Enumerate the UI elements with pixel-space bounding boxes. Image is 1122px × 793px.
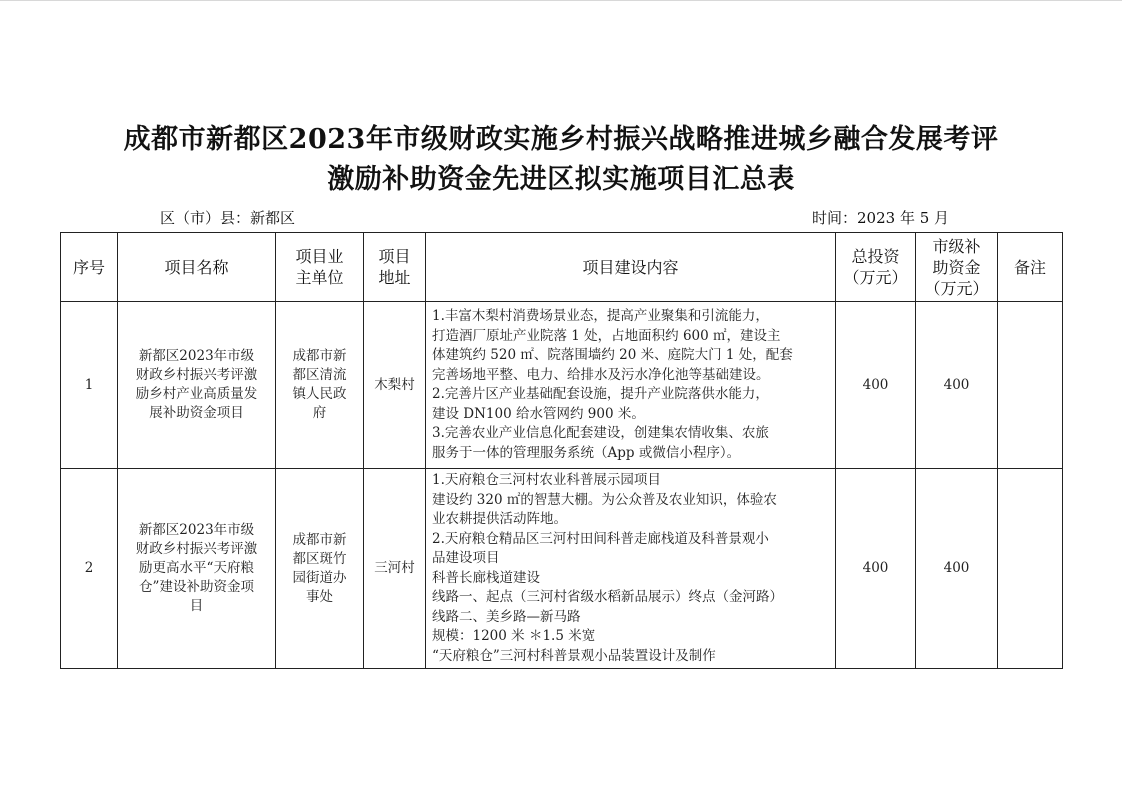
header-owner: 项目业 主单位 (276, 233, 364, 302)
cell-owner: 成都市新 都区清流 镇人民政 府 (276, 302, 364, 469)
cell-content: 1.天府粮仓三河村农业科普展示园项目 建设约 320 ㎡的智慧大棚。为公众普及农业知识，体验农 业农耕提供活动阵地。 2.天府粮仓精品区三河村田间科普走廊栈道及科普景观小 品建设项目 科普长廊栈道建设 线路一、起点（三河村省级水稻新品展示）终点（金河路） 线路二、美乡路—新马路 规模：1200 米 ＊1.5 米宽 “天府粮仓”三河村科普景观小品装置设计及制作 (426, 469, 836, 669)
header-total: 总投资 （万元） (836, 233, 916, 302)
cell-location: 木梨村 (364, 302, 426, 469)
cell-project-name: 新都区2023年市级 财政乡村振兴考评激 励更高水平“天府粮 仓”建设补助资金项 目 (118, 469, 276, 669)
cell-remark (998, 469, 1063, 669)
header-remark: 备注 (998, 233, 1063, 302)
cell-remark (998, 302, 1063, 469)
date-label: 时间：2023 年 5 月 (812, 209, 950, 227)
cell-total: 400 (836, 469, 916, 669)
cell-total: 400 (836, 302, 916, 469)
page-title (40, 120, 1082, 200)
cell-content: 1.丰富木梨村消费场景业态，提高产业聚集和引流能力， 打造酒厂原址产业院落 1 处，占地面积约 600 ㎡，建设主 体建筑约 520 ㎡、院落围墙约 20 米、庭院大门 1 处，配套 完善场地平整、电力、给排水及污水净化池等基础建设。 2.完善片区产业基础配套设施，提升产业院落供水能力， 建设 DN100 给水管网约 900 米。 3.完善农业产业信息化配套建设，创建集农情收集、农旅 服务于一体的管理服务系统（App 或微信小程序）。 (426, 302, 836, 469)
district-label: 区（市）县：新都区 (160, 209, 296, 227)
table-row (61, 469, 1063, 669)
header-subsidy: 市级补 助资金 （万元） (916, 233, 998, 302)
cell-subsidy: 400 (916, 302, 998, 469)
header-name: 项目名称 (118, 233, 276, 302)
cell-project-name: 新都区2023年市级 财政乡村振兴考评激 励乡村产业高质量发 展补助资金项目 (118, 302, 276, 469)
title-line-1: 成都市新都区2023年市级财政实施乡村振兴战略推进城乡融合发展考评 (123, 124, 999, 155)
cell-seq: 1 (61, 302, 118, 469)
cell-subsidy: 400 (916, 469, 998, 669)
header-content: 项目建设内容 (426, 233, 836, 302)
header-seq: 序号 (61, 233, 118, 302)
table-row (61, 302, 1063, 469)
header-location: 项目 地址 (364, 233, 426, 302)
cell-location: 三河村 (364, 469, 426, 669)
cell-owner: 成都市新 都区斑竹 园街道办 事处 (276, 469, 364, 669)
project-summary-table (60, 232, 1063, 669)
title-line-2: 激励补助资金先进区拟实施项目汇总表 (327, 164, 795, 195)
page-top-border (0, 0, 1122, 1)
cell-seq: 2 (61, 469, 118, 669)
table-header-row (61, 233, 1063, 302)
